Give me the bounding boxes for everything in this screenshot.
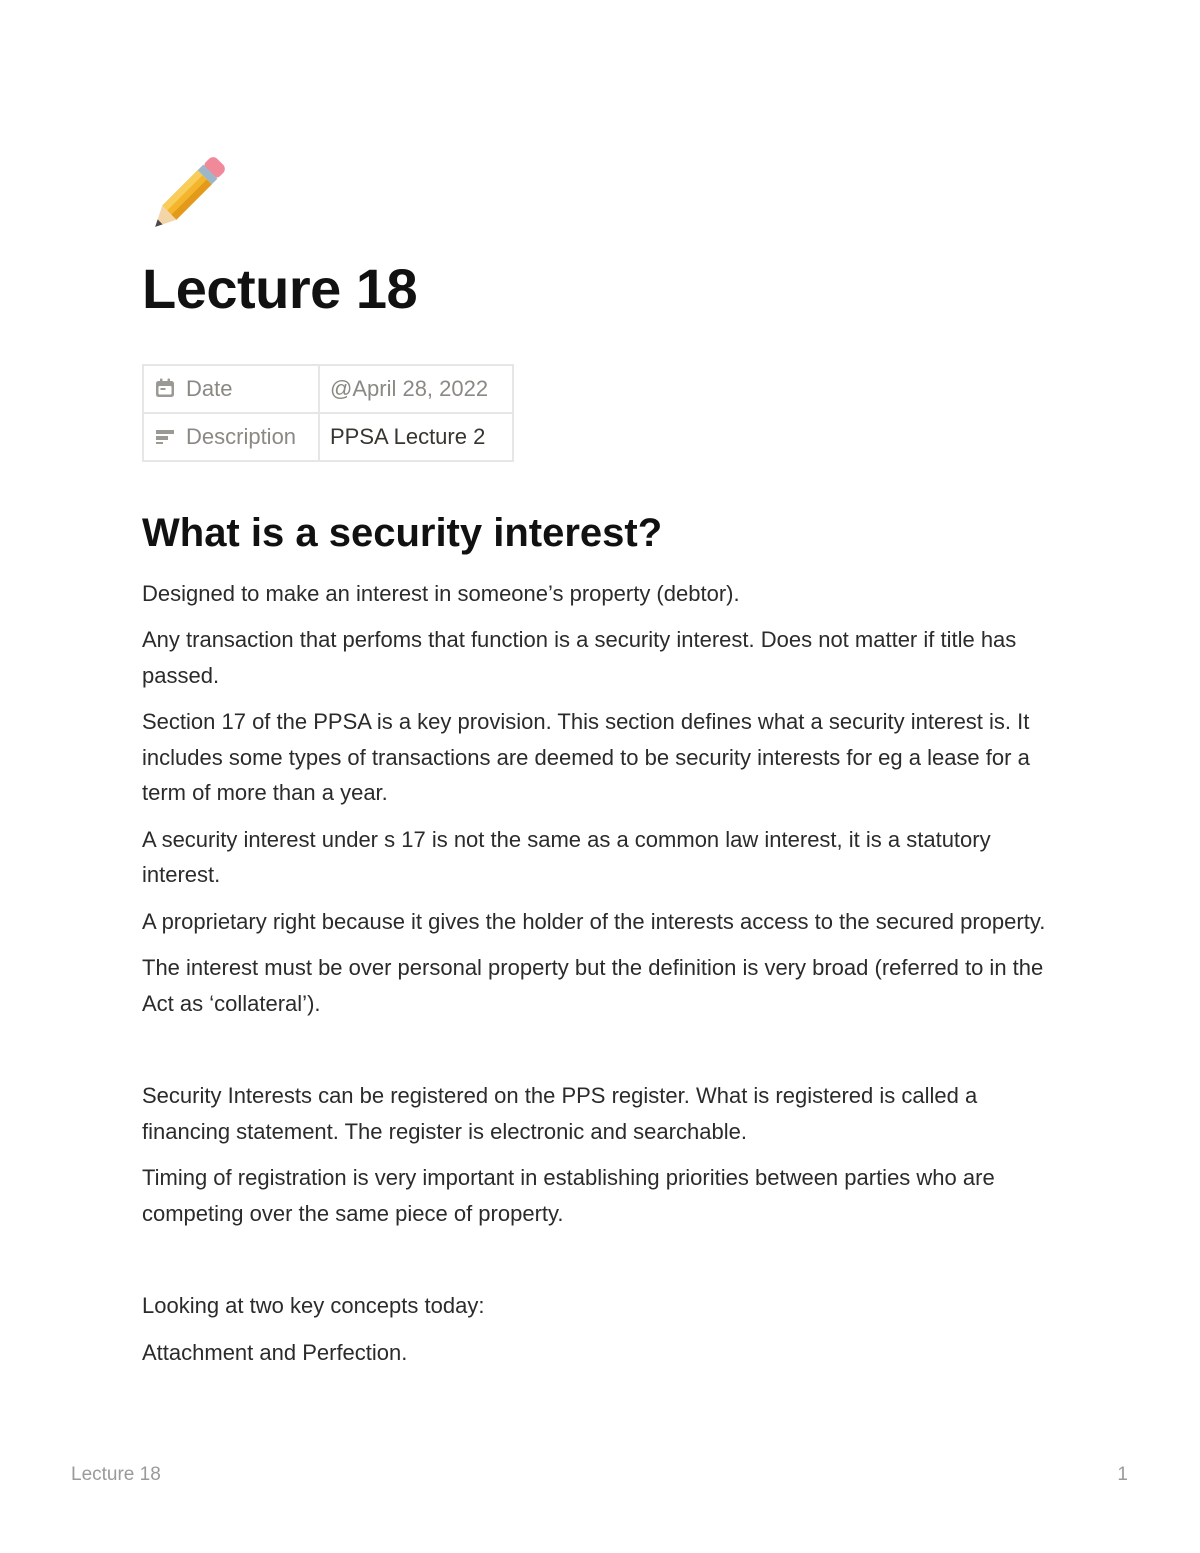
paragraph: Timing of registration is very important in establishing priorities between parties who are competing over the same piece of property.: [142, 1165, 995, 1226]
page-title: Lecture 18: [142, 257, 418, 320]
footer-page-number: 1: [1117, 1464, 1128, 1485]
property-row-date: [143, 365, 513, 413]
paragraph: Designed to make an interest in someone’s property (debtor).: [142, 580, 740, 606]
section-heading: What is a security interest?: [142, 510, 663, 555]
property-key-label: Date: [186, 375, 233, 401]
paragraph: The interest must be over personal property but the definition is very broad (referred to in the Act as ‘collateral’).: [142, 955, 1044, 1016]
paragraph: Attachment and Perfection.: [142, 1339, 408, 1365]
paragraph: Security Interests can be registered on the PPS register. What is registered is called a financing statement. The register is electronic and searchable.: [142, 1083, 978, 1144]
property-value-description[interactable]: PPSA Lecture 2: [319, 413, 513, 461]
paragraph: A proprietary right because it gives the holder of the interests access to the secured property.: [142, 908, 1046, 934]
paragraph: A security interest under s 17 is not the same as a common law interest, it is a statutory interest.: [142, 826, 991, 888]
calendar-icon: [154, 377, 176, 399]
properties-table: [142, 364, 514, 462]
page-content: [142, 150, 1062, 1381]
footer-doc-title: Lecture 18: [71, 1464, 161, 1485]
property-key-label: Description: [186, 423, 297, 449]
paragraph: Any transaction that perfoms that function is a security interest. Does not matter if title has passed.: [142, 627, 1017, 688]
property-row-description: [143, 413, 513, 461]
text-lines-icon: [154, 425, 176, 447]
empty-block: [142, 1242, 1062, 1288]
property-key-date: [143, 365, 319, 413]
paragraph: Section 17 of the PPSA is a key provision. This section defines what a security interest is. It includes some types of transactions are deemed to be security interests for eg a lease for a term of more than a year.: [142, 709, 1030, 806]
pencil-icon: [142, 150, 232, 240]
paragraph: Looking at two key concepts today:: [142, 1293, 485, 1319]
property-key-description: [143, 413, 319, 461]
empty-block: [142, 1032, 1062, 1078]
property-value-date[interactable]: @April 28, 2022: [319, 365, 513, 413]
